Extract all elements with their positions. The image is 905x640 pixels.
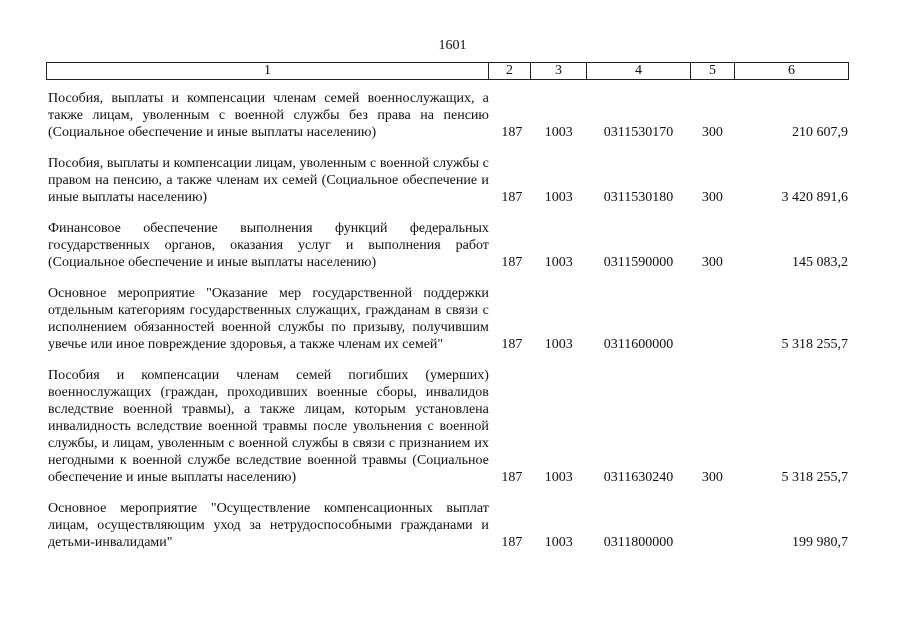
column-header-2: 2	[489, 63, 531, 80]
row-description: Пособия и компенсации членам семей погибших (умерших) военнослужащих (граждан, проходивших военные сборы, инвалидов вследствие военной травмы), а также лицам, которым установлена инвалидность вследствие военной травмы после увольнения с военной службы, и лицам, уволенным с военной службы в связи с признанием их негодными к военной службе вследствие военной травмы (Социальное обеспечение и иные выплаты населению)	[48, 368, 489, 485]
row-target-code: 0311630240	[603, 470, 674, 485]
column-header-3: 3	[531, 63, 587, 80]
table-row	[46, 220, 848, 271]
row-amount: 199 980,7	[792, 535, 848, 550]
row-description: Пособия, выплаты и компенсации лицам, уволенным с военной службы с правом на пенсию, а также членам их семей (Социальное обеспечение и иные выплаты населению)	[48, 156, 489, 205]
row-amount: 5 318 255,7	[781, 337, 848, 352]
row-expense-type: 300	[701, 190, 723, 205]
row-ministry-code: 187	[501, 535, 523, 550]
row-target-code: 0311590000	[603, 255, 674, 270]
row-amount: 145 083,2	[792, 255, 848, 270]
row-amount: 5 318 255,7	[781, 470, 848, 485]
row-section-code: 1003	[544, 337, 573, 352]
table-row	[46, 367, 848, 486]
row-expense-type: 300	[701, 125, 723, 140]
row-expense-type: 300	[701, 255, 723, 270]
row-target-code: 0311530180	[603, 190, 674, 205]
row-target-code: 0311600000	[603, 337, 674, 352]
row-amount: 3 420 891,6	[781, 190, 848, 205]
page-number: 1601	[438, 38, 467, 53]
row-description: Пособия, выплаты и компенсации членам семей военнослужащих, а также лицам, уволенным с военной службы без права на пенсию (Социальное обеспечение и иные выплаты населению)	[48, 91, 489, 140]
column-header-6: 6	[735, 63, 849, 80]
row-ministry-code: 187	[501, 337, 523, 352]
row-expense-type: 300	[701, 470, 723, 485]
row-amount: 210 607,9	[792, 125, 848, 140]
row-target-code: 0311800000	[603, 535, 674, 550]
row-description: Финансовое обеспечение выполнения функций федеральных государственных органов, оказания услуг и выполнения работ (Социальное обеспечение и иные выплаты населению)	[48, 221, 489, 270]
row-description: Основное мероприятие "Осуществление компенсационных выплат лицам, осуществляющим уход за нетрудоспособными гражданами и детьми-инвалидами"	[48, 501, 489, 550]
row-ministry-code: 187	[501, 255, 523, 270]
table-row	[46, 155, 848, 206]
column-header-5: 5	[691, 63, 735, 80]
row-section-code: 1003	[544, 125, 573, 140]
column-header-row	[46, 62, 849, 80]
column-header-1: 1	[47, 63, 489, 80]
row-section-code: 1003	[544, 190, 573, 205]
table-row	[46, 500, 848, 551]
column-header-4: 4	[587, 63, 691, 80]
table-row	[46, 285, 848, 353]
row-description: Основное мероприятие "Оказание мер государственной поддержки отдельным категориям государственных служащих, гражданам в связи с исполнением обязанностей военной службы по призыву, получившим увечье или иное повреждение здоровья, а также членам их семей"	[48, 286, 489, 352]
row-section-code: 1003	[544, 255, 573, 270]
row-ministry-code: 187	[501, 125, 523, 140]
row-ministry-code: 187	[501, 470, 523, 485]
table-row	[46, 90, 848, 141]
row-target-code: 0311530170	[603, 125, 674, 140]
row-section-code: 1003	[544, 470, 573, 485]
row-ministry-code: 187	[501, 190, 523, 205]
row-section-code: 1003	[544, 535, 573, 550]
budget-table-body	[46, 90, 848, 565]
